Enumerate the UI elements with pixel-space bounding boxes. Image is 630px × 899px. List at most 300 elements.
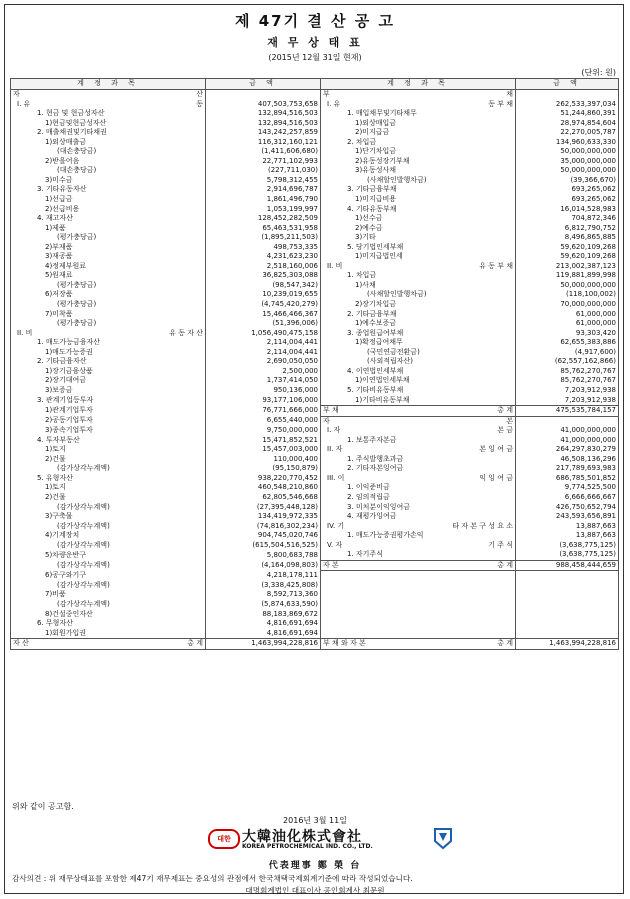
- right-account-name: 1. 매입채무및기타채무: [321, 109, 516, 119]
- balance-sheet-table: [10, 78, 619, 650]
- right-account-amount: 686,785,501,852: [516, 474, 619, 484]
- right-section-label: 부 채 와 자 본: [323, 639, 366, 648]
- left-account-name: 3)미수금: [11, 176, 206, 186]
- left-account-amount: 1,861,496,790: [206, 195, 321, 205]
- right-account-amount: 693,265,062: [516, 185, 619, 195]
- right-account-amount: [516, 619, 619, 629]
- table-row: [11, 367, 619, 377]
- right-account-amount: 7,203,912,938: [516, 396, 619, 406]
- right-account-name: 1)예수보증금: [321, 319, 516, 329]
- left-account-amount: 2,518,160,006: [206, 262, 321, 272]
- table-row: [11, 119, 619, 129]
- left-account-name: (대손충당금): [11, 147, 206, 157]
- left-account-name: 2. 기타금융자산: [11, 357, 206, 367]
- table-row: [11, 166, 619, 176]
- table-row: [11, 271, 619, 281]
- left-account-name: (감가상각누계액): [11, 522, 206, 532]
- period-label: (2015년 12월 31일 현재): [268, 53, 362, 62]
- right-section-label-tail: 타 자 본 구 성 요 소: [452, 521, 513, 530]
- table-row: [11, 416, 619, 426]
- right-account-amount: [516, 590, 619, 600]
- left-account-amount: 9,750,000,000: [206, 426, 321, 436]
- left-account-amount: 938,220,770,452: [206, 474, 321, 484]
- table-row: [11, 629, 619, 639]
- table-row: [11, 262, 619, 272]
- right-section-label: II. 비: [327, 261, 343, 270]
- right-section-label: V. 자: [327, 540, 343, 549]
- table-row: [11, 600, 619, 610]
- left-account-amount: (5,874,633,590): [206, 600, 321, 610]
- table-row: [11, 571, 619, 581]
- header-account-left: 계 정 과 목: [11, 79, 206, 90]
- right-account-amount: 85,762,270,767: [516, 376, 619, 386]
- right-account-amount: 213,002,387,123: [516, 262, 619, 272]
- right-account-amount: 6,812,790,752: [516, 224, 619, 234]
- right-account-amount: 243,593,656,891: [516, 512, 619, 522]
- left-account-amount: 76,771,666,000: [206, 406, 321, 417]
- left-account-name: (평가충당금): [11, 281, 206, 291]
- left-account-name: 1)선급금: [11, 195, 206, 205]
- left-account-amount: 1,463,994,228,816: [206, 639, 321, 650]
- right-account-name: (국민연금전환금): [321, 348, 516, 358]
- right-account-name: [321, 445, 516, 455]
- right-account-name: 3)기타: [321, 233, 516, 243]
- left-account-amount: 22,771,102,993: [206, 157, 321, 167]
- table-row: [11, 436, 619, 446]
- table-row: [11, 474, 619, 484]
- table-row: [11, 541, 619, 551]
- table-row: [11, 290, 619, 300]
- left-account-name: 4)정제부원료: [11, 262, 206, 272]
- left-account-name: 2)공동기업투자: [11, 416, 206, 426]
- right-account-name: [321, 619, 516, 629]
- right-account-amount: 85,762,270,767: [516, 367, 619, 377]
- right-account-amount: 119,881,899,998: [516, 271, 619, 281]
- right-section-label-tail: 총 계: [497, 406, 513, 415]
- right-account-amount: 41,000,000,000: [516, 426, 619, 436]
- right-section-label-tail: 총 계: [497, 639, 513, 648]
- right-account-amount: (39,366,670): [516, 176, 619, 186]
- right-section-label-tail: 기 주 식: [488, 540, 513, 549]
- left-account-amount: (615,504,516,525): [206, 541, 321, 551]
- left-account-amount: 460,548,210,860: [206, 483, 321, 493]
- right-account-amount: 13,887,663: [516, 522, 619, 532]
- right-account-amount: 51,244,860,391: [516, 109, 619, 119]
- right-section-label: II. 자: [327, 445, 343, 454]
- right-account-name: [321, 262, 516, 272]
- right-account-amount: 50,000,000,000: [516, 147, 619, 157]
- right-account-amount: [516, 90, 619, 100]
- right-account-name: [321, 590, 516, 600]
- left-section-label: 자: [13, 90, 20, 98]
- right-account-amount: 70,000,000,000: [516, 300, 619, 310]
- right-section-label: 자: [323, 416, 330, 425]
- left-account-name: [11, 100, 206, 110]
- right-account-name: (사채할인발행차금): [321, 176, 516, 186]
- right-account-name: (사채할인발행차금): [321, 290, 516, 300]
- left-section-label-tail: 유 동 자 산: [169, 328, 203, 337]
- left-section-label-tail: 동: [196, 99, 203, 108]
- left-section-label: II. 비: [17, 328, 33, 337]
- table-row: [11, 483, 619, 493]
- left-account-amount: (227,711,030): [206, 166, 321, 176]
- right-account-amount: 264,297,830,279: [516, 445, 619, 455]
- right-account-amount: (118,100,002): [516, 290, 619, 300]
- left-account-name: 1)외상매출금: [11, 138, 206, 148]
- table-row: [11, 205, 619, 215]
- right-account-amount: [516, 581, 619, 591]
- left-account-name: 2)장기대여금: [11, 376, 206, 386]
- left-account-name: 3. 관계기업등투자: [11, 396, 206, 406]
- table-row: [11, 329, 619, 339]
- right-account-amount: 262,533,397,034: [516, 100, 619, 110]
- left-account-amount: 15,457,003,000: [206, 445, 321, 455]
- right-account-amount: [516, 416, 619, 426]
- left-account-amount: 1,737,414,050: [206, 376, 321, 386]
- table-row: [11, 406, 619, 417]
- company-name-english: KOREA PETROCHEMICAL IND. CO., LTD.: [242, 843, 373, 850]
- left-account-amount: (98,547,342): [206, 281, 321, 291]
- right-account-amount: 8,496,865,885: [516, 233, 619, 243]
- right-account-name: 1)선수금: [321, 214, 516, 224]
- table-row: [11, 243, 619, 253]
- left-account-amount: 10,239,019,655: [206, 290, 321, 300]
- table-row: [11, 109, 619, 119]
- right-section-label: I. 자: [327, 426, 341, 435]
- left-account-name: 8)건설중인자산: [11, 610, 206, 620]
- right-account-amount: 16,014,528,983: [516, 205, 619, 215]
- header-account-right: 계 정 과 목: [321, 79, 516, 90]
- left-account-amount: 4,816,691,694: [206, 619, 321, 629]
- statement-title: 재 무 상 태 표: [267, 36, 363, 49]
- right-account-amount: 426,750,652,794: [516, 503, 619, 513]
- right-account-name: 1)사채: [321, 281, 516, 291]
- left-account-name: (감가상각누계액): [11, 464, 206, 474]
- left-account-amount: 65,463,531,958: [206, 224, 321, 234]
- right-account-name: 1)단기차입금: [321, 147, 516, 157]
- right-account-name: [321, 406, 516, 417]
- table-row: [11, 639, 619, 650]
- company-mark-icon: 대한: [208, 829, 240, 849]
- right-account-name: [321, 100, 516, 110]
- table-row: [11, 147, 619, 157]
- header-amount-right: 금 액: [516, 79, 619, 90]
- left-account-name: 4)기계장치: [11, 531, 206, 541]
- right-account-name: 2)장기차입금: [321, 300, 516, 310]
- right-account-name: 3. 미처분이익잉여금: [321, 503, 516, 513]
- left-account-amount: 110,000,400: [206, 455, 321, 465]
- company-emblem-icon: [432, 826, 454, 852]
- right-section-label-tail: 총 계: [497, 560, 513, 569]
- left-account-amount: 950,136,000: [206, 386, 321, 396]
- right-section-label-tail: 익 잉 여 금: [479, 473, 513, 482]
- left-account-name: 7)비품: [11, 590, 206, 600]
- right-account-name: [321, 474, 516, 484]
- right-account-name: [321, 560, 516, 571]
- left-account-amount: 15,471,852,521: [206, 436, 321, 446]
- right-account-amount: 134,960,633,330: [516, 138, 619, 148]
- left-account-name: 3)재공품: [11, 252, 206, 262]
- right-account-amount: 41,000,000,000: [516, 436, 619, 446]
- table-row: [11, 185, 619, 195]
- right-account-amount: 1,463,994,228,816: [516, 639, 619, 650]
- right-section-label-tail: 동 부 채: [488, 99, 513, 108]
- left-account-amount: 2,914,696,787: [206, 185, 321, 195]
- right-account-name: [321, 541, 516, 551]
- left-account-name: (평가충당금): [11, 300, 206, 310]
- right-account-amount: (62,557,162,866): [516, 357, 619, 367]
- right-account-name: 2. 기타자본잉여금: [321, 464, 516, 474]
- left-account-amount: 4,816,691,694: [206, 629, 321, 639]
- notice-note: 위와 같이 공고함.: [12, 802, 74, 811]
- right-account-name: [321, 581, 516, 591]
- left-account-name: 1)현금및현금성자산: [11, 119, 206, 129]
- left-account-amount: 2,690,050,050: [206, 357, 321, 367]
- right-account-name: 2. 기타금융부채: [321, 310, 516, 320]
- right-account-amount: 50,000,000,000: [516, 166, 619, 176]
- left-account-name: 7)미착품: [11, 310, 206, 320]
- right-account-name: [321, 629, 516, 639]
- right-section-label: 자 본: [323, 560, 339, 569]
- left-account-amount: 5,800,683,788: [206, 550, 321, 560]
- left-account-amount: (1,895,211,503): [206, 233, 321, 243]
- right-account-name: 1. 자기주식: [321, 550, 516, 560]
- left-account-name: (감가상각누계액): [11, 541, 206, 551]
- right-account-amount: 46,508,136,296: [516, 455, 619, 465]
- left-account-amount: (1,411,606,680): [206, 147, 321, 157]
- left-account-amount: 62,805,546,668: [206, 493, 321, 503]
- left-account-name: 6)저장품: [11, 290, 206, 300]
- left-account-amount: (4,745,420,279): [206, 300, 321, 310]
- left-account-name: 2. 매출채권및기타채권: [11, 128, 206, 138]
- left-account-amount: 4,218,178,111: [206, 571, 321, 581]
- right-account-name: 1)미지급비용: [321, 195, 516, 205]
- notice-date: 2016년 3월 11일: [283, 816, 347, 825]
- company-logo-row: [0, 826, 630, 852]
- right-account-name: 2)미지급금: [321, 128, 516, 138]
- right-account-name: 4. 재평가잉여금: [321, 512, 516, 522]
- table-row: [11, 531, 619, 541]
- table-row: [11, 610, 619, 620]
- left-account-amount: 36,825,303,088: [206, 271, 321, 281]
- table-row: [11, 310, 619, 320]
- left-section-label: 자 산: [13, 639, 29, 648]
- left-account-name: 2)선급비용: [11, 205, 206, 215]
- header-amount-left: 금 액: [206, 79, 321, 90]
- left-account-amount: 407,503,753,658: [206, 100, 321, 110]
- left-account-amount: 132,894,516,503: [206, 109, 321, 119]
- left-account-amount: 498,753,335: [206, 243, 321, 253]
- table-row: [11, 464, 619, 474]
- right-account-name: 2)예수금: [321, 224, 516, 234]
- left-account-amount: 8,592,713,360: [206, 590, 321, 600]
- left-account-name: 2)건물: [11, 455, 206, 465]
- right-account-name: [321, 610, 516, 620]
- left-account-name: 1)토지: [11, 483, 206, 493]
- right-section-label: IV. 기: [327, 521, 345, 530]
- left-section-label: I. 유: [17, 99, 31, 108]
- table-row: [11, 300, 619, 310]
- right-section-label: 부 채: [323, 406, 339, 415]
- right-account-amount: 6,666,666,667: [516, 493, 619, 503]
- left-account-name: 3)구축물: [11, 512, 206, 522]
- table-row: [11, 550, 619, 560]
- audit-firm: 대명회계법인 대표이사 공인회계사 최문원: [245, 886, 385, 895]
- left-account-amount: (27,395,448,128): [206, 503, 321, 513]
- left-account-amount: 4,231,623,230: [206, 252, 321, 262]
- table-row: [11, 376, 619, 386]
- right-account-amount: 9,774,525,500: [516, 483, 619, 493]
- right-account-name: 1. 보통주자본금: [321, 436, 516, 446]
- right-account-name: 4. 이연법인세부채: [321, 367, 516, 377]
- right-account-name: [321, 639, 516, 650]
- left-account-name: [11, 90, 206, 100]
- right-account-amount: 704,872,346: [516, 214, 619, 224]
- table-row: [11, 590, 619, 600]
- left-account-name: 2)부재품: [11, 243, 206, 253]
- right-account-name: (사외적립자산): [321, 357, 516, 367]
- right-section-label-tail: 본: [506, 416, 513, 425]
- right-section-label: I. 유: [327, 99, 341, 108]
- left-account-amount: 2,114,004,441: [206, 348, 321, 358]
- right-account-name: 3. 기타금융부채: [321, 185, 516, 195]
- right-account-name: [321, 90, 516, 100]
- table-row: [11, 100, 619, 110]
- left-account-name: 3)보증금: [11, 386, 206, 396]
- left-account-amount: [206, 90, 321, 100]
- left-account-name: (평가충당금): [11, 319, 206, 329]
- table-row: [11, 512, 619, 522]
- right-account-name: [321, 571, 516, 581]
- right-section-label-tail: 본 잉 여 금: [479, 445, 513, 454]
- table-row: [11, 619, 619, 629]
- right-account-name: 1)미지급법인세: [321, 252, 516, 262]
- table-row: [11, 503, 619, 513]
- right-account-amount: 59,620,109,268: [516, 243, 619, 253]
- left-account-name: 6)공구와기구: [11, 571, 206, 581]
- right-account-amount: 475,535,784,157: [516, 406, 619, 417]
- right-account-name: 1)기타비유동부채: [321, 396, 516, 406]
- left-account-name: [11, 329, 206, 339]
- right-account-amount: 62,655,383,886: [516, 338, 619, 348]
- right-account-amount: 61,000,000: [516, 319, 619, 329]
- left-account-amount: 132,894,516,503: [206, 119, 321, 129]
- right-section-label-tail: 본 금: [497, 426, 513, 435]
- left-account-amount: 5,798,312,455: [206, 176, 321, 186]
- left-account-amount: 904,745,020,746: [206, 531, 321, 541]
- right-account-name: [321, 600, 516, 610]
- unit-label: (단위: 원): [581, 68, 616, 77]
- table-row: [11, 396, 619, 406]
- left-account-name: 2)건물: [11, 493, 206, 503]
- right-section-label-tail: 채: [506, 90, 513, 98]
- right-account-name: 1)이연법인세부채: [321, 376, 516, 386]
- table-row: [11, 348, 619, 358]
- table-row: [11, 493, 619, 503]
- left-account-name: 1)제품: [11, 224, 206, 234]
- table-row: [11, 522, 619, 532]
- table-row: [11, 581, 619, 591]
- left-account-amount: 15,466,466,367: [206, 310, 321, 320]
- left-section-label-tail: 총 계: [187, 639, 203, 648]
- right-section-label: III. 이: [327, 473, 345, 482]
- table-row: [11, 281, 619, 291]
- right-account-name: 1. 매도가능증권평가손익: [321, 531, 516, 541]
- right-account-name: 4. 기타유동부채: [321, 205, 516, 215]
- right-section-label: 부: [323, 90, 330, 98]
- right-account-amount: (3,638,775,125): [516, 550, 619, 560]
- right-section-label-tail: 유 동 부 채: [479, 261, 513, 270]
- table-row: [11, 560, 619, 571]
- left-account-name: (감가상각누계액): [11, 600, 206, 610]
- right-account-amount: 61,000,000: [516, 310, 619, 320]
- right-account-name: 3. 종업원급여부채: [321, 329, 516, 339]
- table-row: [11, 157, 619, 167]
- table-row: [11, 233, 619, 243]
- right-account-amount: [516, 600, 619, 610]
- table-row: [11, 386, 619, 396]
- right-account-name: 1. 이익준비금: [321, 483, 516, 493]
- right-account-amount: [516, 571, 619, 581]
- table-row: [11, 195, 619, 205]
- left-account-name: 1)매도가능증권: [11, 348, 206, 358]
- right-account-amount: 50,000,000,000: [516, 281, 619, 291]
- left-account-name: 4. 재고자산: [11, 214, 206, 224]
- right-account-name: [321, 522, 516, 532]
- right-account-name: 1. 주식발행초과금: [321, 455, 516, 465]
- left-account-name: 1)토지: [11, 445, 206, 455]
- left-account-amount: (95,150,879): [206, 464, 321, 474]
- left-account-amount: 2,500,000: [206, 367, 321, 377]
- left-account-amount: 143,242,257,859: [206, 128, 321, 138]
- right-account-amount: (4,917,600): [516, 348, 619, 358]
- left-account-amount: 6,655,440,000: [206, 416, 321, 426]
- left-account-name: 1)회원가입권: [11, 629, 206, 639]
- right-account-name: 1. 차입금: [321, 271, 516, 281]
- right-account-name: 3)유동성사채: [321, 166, 516, 176]
- right-account-amount: (3,638,775,125): [516, 541, 619, 551]
- right-account-amount: 13,887,663: [516, 531, 619, 541]
- right-account-name: 5. 당기법인세부채: [321, 243, 516, 253]
- left-account-name: 4. 투자부동산: [11, 436, 206, 446]
- left-account-name: 5)차량운반구: [11, 550, 206, 560]
- left-account-amount: (74,816,302,234): [206, 522, 321, 532]
- table-row: [11, 176, 619, 186]
- right-account-name: 2. 임의적립금: [321, 493, 516, 503]
- left-account-name: 3. 기타유동자산: [11, 185, 206, 195]
- ceo-name: 代表理事 鄭 榮 台: [268, 861, 362, 871]
- table-row: [11, 455, 619, 465]
- left-account-amount: (4,164,098,803): [206, 560, 321, 571]
- left-section-label-tail: 산: [196, 90, 203, 98]
- table-row: [11, 224, 619, 234]
- company-name-korean: 大韓油化株式會社: [242, 829, 362, 845]
- left-account-name: 5. 유형자산: [11, 474, 206, 484]
- left-account-amount: 116,312,160,121: [206, 138, 321, 148]
- left-account-amount: 128,452,282,509: [206, 214, 321, 224]
- right-account-name: 5. 기타비유동부채: [321, 386, 516, 396]
- left-account-amount: 88,183,869,672: [206, 610, 321, 620]
- table-row: [11, 426, 619, 436]
- notice-title: 제 47기 결 산 공 고: [235, 12, 395, 30]
- right-account-amount: 93,303,420: [516, 329, 619, 339]
- left-account-name: 5)원재료: [11, 271, 206, 281]
- right-account-name: [321, 426, 516, 436]
- left-account-name: [11, 639, 206, 650]
- left-account-amount: 134,419,972,335: [206, 512, 321, 522]
- left-account-name: 1)장기금융상품: [11, 367, 206, 377]
- left-account-amount: 2,114,004,441: [206, 338, 321, 348]
